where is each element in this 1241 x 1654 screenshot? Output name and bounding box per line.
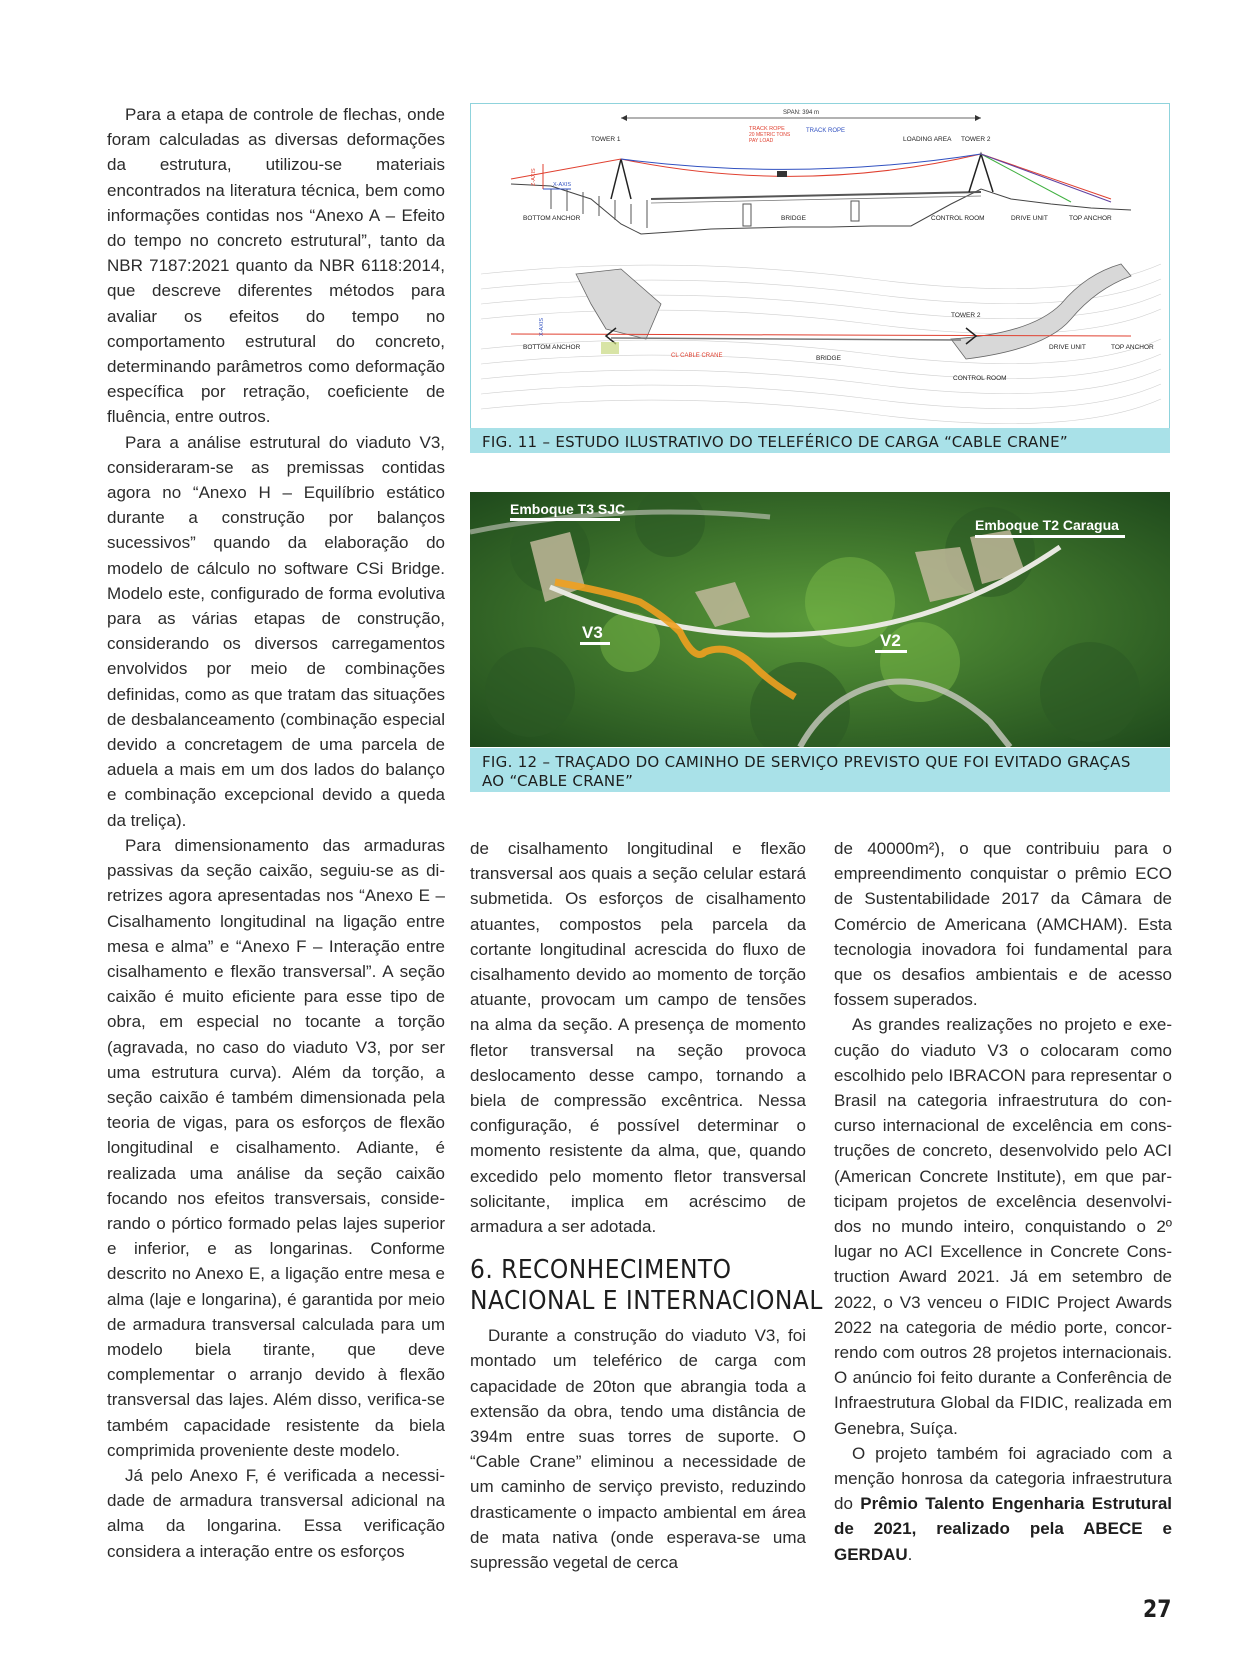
text-column-1	[107, 102, 445, 1564]
emboque-t2-label: Emboque T2 Caragua	[975, 517, 1119, 533]
v3-label: V3	[582, 623, 603, 642]
emboque-t3-label: Emboque T3 SJC	[510, 501, 626, 517]
section-heading	[470, 1255, 823, 1317]
paragraph-end: .	[907, 1544, 913, 1564]
plan-x-axis-label: X-AXIS	[539, 317, 545, 336]
paragraph: Já pelo Anexo F, é verificada a necessidade de armadura transversal adicional na alma da longarina. Essa verificação considera a interação entre os esforços	[107, 1465, 445, 1561]
control-room-label: CONTROL ROOM	[931, 215, 985, 222]
paragraph: As grandes realizações no projeto e execução do viaduto V3 o colocaram como escolhido pelo IBRACON para representar o Brasil na categoria infraestrutura do concurso internacional de excelência em construções de concreto, desenvolvido pelo ACI (American Concrete Institute), em que participam projetos de excelência desenvolvidos no mundo inteiro, conquistando o 2º lugar no ACI Excellence in Concrete Construction Award 2021. Já em setembro de 2022, o V3 venceu o FIDIC Project Awards 2022 na categoria de médio porte, concorrendo com outros 28 projetos internacionais. O anúncio foi feito durante a Conferência de Infraestrutura Global da FIDIC, realizada em Genebra, Suíça.	[834, 1015, 1172, 1438]
plan-top-anchor-label: TOP ANCHOR	[1111, 344, 1154, 351]
paragraph: de 40000m²), o que contribuiu para o empreendimento conquistar o prêmio ECO de Sustentabilidade 2017 da Câmara de Comércio de Americana (AMCHAM). Esta tecnologia inovadora foi fundamental para que os desafios ambientais e de acesso fossem superados.	[834, 839, 1172, 1010]
figure-cable-crane-diagram	[470, 103, 1170, 453]
tower1-label: TOWER 1	[591, 136, 621, 143]
paragraph: de cisalhamento longitudinal e flexão transversal aos quais a seção celular estará submetida. Os esforços de cisalhamento atuantes, compostos pela parcela da cortante longitudinal acrescida do fluxo de cisalhamento devido ao momento de torção atuante, provocam um campo de tensões na alma da seção. A presença de momento fletor transversal na seção provoca deslocamento desse campo, tornando a biela de compressão excêntrica. Nessa configuração, é possível determinar o momento resistente da alma, que, quando excedido pelo momento fletor transversal solicitante, implica em acréscimo de armadura a ser adotada.	[470, 839, 806, 1237]
text-column-3	[834, 836, 1172, 1567]
tower2-label: TOWER 2	[961, 136, 991, 143]
loading-area-label: LOADING AREA	[903, 136, 952, 143]
span-label: SPAN: 394 m	[783, 110, 819, 116]
paragraph: Para a análise estrutural do viaduto V3, consideraram-se as premissas contidas agora no “Anexo H – Equilíbrio estático durante a construção por balanços sucessivos” quando da elaboração do modelo de cálculo no software CSi Bridge. Modelo este, configurado de forma evolutiva para as várias etapas de construção, considerando os diversos carregamentos envolvidos por meio de combinações definidas, como as que tratam das situações de desbalanceamento (combinação especial devido a concretagem de uma parcela de aduela a mais em um dos lados do balanço e combinação excepcional devido a queda da treliça).	[107, 432, 445, 830]
paragraph: Durante a construção do viaduto V3, foi montado um teleférico de carga com capacidade de 20ton que abrangia toda a extensão da obra, tendo uma distância de 394m entre suas torres de suporte. O “Cable Crane” eliminou a necessidade de um caminho de serviço previsto, reduzindo drasticamente o impacto ambiental em área de mata nativa (onde esperava-se uma supressão vegetal de cerca	[470, 1326, 806, 1573]
track-rope-note: 20 METRIC TONS	[749, 132, 791, 138]
paragraph: Para dimensionamento das armaduras passivas da seção caixão, seguiu-se as diretrizes agora apresentadas nos “Anexo E – Cisalhamento longitudinal na ligação entre mesa e alma” e “Anexo F – Interação entre cisalhamento e flexão transversal”. A seção caixão é muito eficiente para esse tipo de obra, em especial no tocante a torção (agravada, no caso do viaduto V3, por ser uma estrutura curva). Além da torção, a seção caixão é também dimensionada pela teoria de vigas, para os esforços de flexão longitudinal e cisalhamento. Adiante, é realizada uma análise da seção caixão focando nos efeitos transversais, considerando o pórtico formado pelas lajes superior e inferior, e as longarinas. Conforme descrito no Anexo E, a ligação entre mesa e alma (laje e longarina), é garantida por meio de armadura transversal calculada para um modelo biela tirante, que deve complementar o arranjo devido à flexão transversal das lajes. Além disso, verifica-se também capacidade resistente da biela comprimida proveniente deste modelo.	[107, 835, 445, 1460]
section-heading-line2: NACIONAL E INTERNACIONAL	[470, 1286, 823, 1317]
x-axis-label: X-AXIS	[553, 182, 572, 188]
track-rope-red-label: TRACK ROPE	[749, 126, 785, 132]
section-heading-line1: 6. RECONHECIMENTO	[470, 1255, 732, 1286]
plan-tower2-label: TOWER 2	[951, 312, 981, 319]
bottom-anchor-label: BOTTOM ANCHOR	[523, 215, 581, 222]
bridge-label: BRIDGE	[781, 215, 806, 222]
page-number: 27	[1142, 1595, 1171, 1623]
drive-unit-label: DRIVE UNIT	[1011, 215, 1048, 222]
plan-drive-unit-label: DRIVE UNIT	[1049, 344, 1086, 351]
v2-label: V2	[880, 631, 901, 650]
text-column-2	[470, 836, 823, 1575]
cable-crane-label: CL CABLE CRANE	[671, 353, 723, 359]
paragraph: Para a etapa de controle de flechas, onde foram calculadas as diversas deformações da estrutura, utilizou-se materiais encontrados na literatura técnica, bem como informações contidas nos “Anexo A – Efeito do tempo no concreto estrutural”, tanto da NBR 7187:2021 quanto da NBR 6118:2014, que descreve diferentes métodos para avaliar os efeitos do tempo no comportamento estrutural do concreto, determinando parâmetros como deformação específica por retração, coeficiente de fluência, entre outros.	[107, 105, 445, 427]
plan-control-room-label: CONTROL ROOM	[953, 375, 1007, 382]
top-anchor-label: TOP ANCHOR	[1069, 215, 1112, 222]
figure-11-caption: FIG. 11 – ESTUDO ILUSTRATIVO DO TELEFÉRICO DE CARGA “CABLE CRANE”	[470, 428, 1170, 453]
paragraph	[834, 1441, 1172, 1567]
plan-bottom-anchor-label: BOTTOM ANCHOR	[523, 344, 581, 351]
award-name: Prêmio Talento Engenharia Estrutural de 2021, realizado pela ABECE e GERDAU	[834, 1494, 1172, 1564]
figure-aerial-photo	[470, 492, 1170, 747]
pay-load-label: PAY LOAD	[749, 138, 774, 144]
paragraph-text: O projeto também foi agraciado com a menção honrosa da categoria infraestrutura do	[834, 1443, 1172, 1514]
z-axis-label: Z-AXIS	[531, 168, 537, 186]
plan-bridge-label: BRIDGE	[816, 355, 841, 362]
figure-12-caption: FIG. 12 – TRAÇADO DO CAMINHO DE SERVIÇO PREVISTO QUE FOI EVITADO GRAÇAS AO “CABLE CRANE”	[470, 748, 1170, 792]
track-rope-blue-label: TRACK ROPE	[806, 128, 846, 134]
